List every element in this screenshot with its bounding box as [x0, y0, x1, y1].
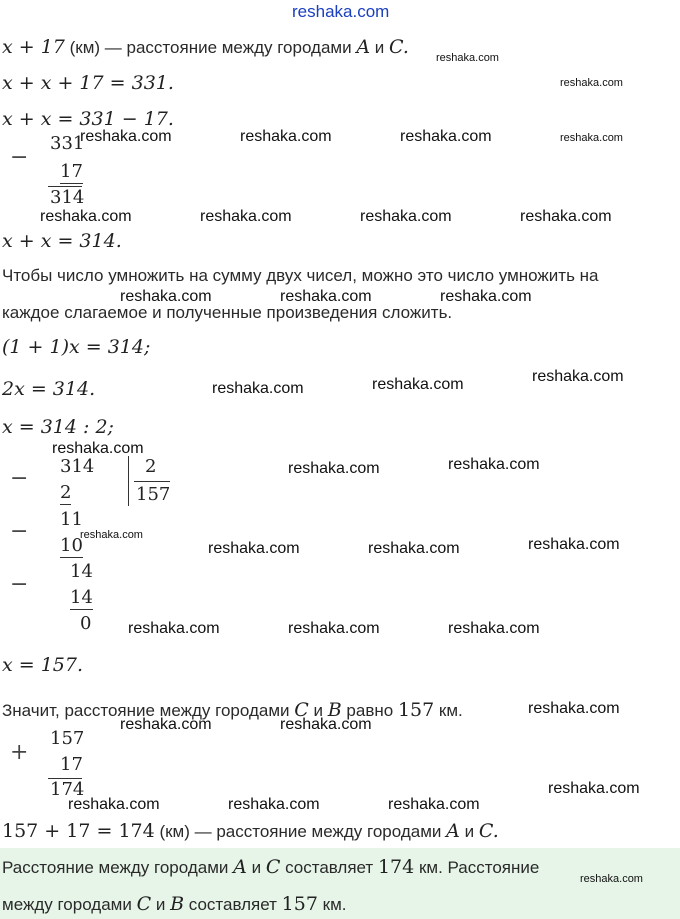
conclusion-cb	[2, 699, 463, 721]
div-step-2: 10	[60, 535, 83, 556]
watermark: reshaka.com	[240, 128, 332, 145]
watermark: reshaka.com	[532, 368, 624, 385]
var-a: A	[356, 36, 371, 58]
watermark: reshaka.com	[436, 52, 499, 64]
site-brand[interactable]: reshaka.com	[292, 2, 390, 21]
watermark: reshaka.com	[400, 128, 492, 145]
watermark: reshaka.com	[560, 77, 623, 89]
watermark: reshaka.com	[288, 620, 380, 637]
value: 157	[397, 699, 435, 721]
watermark: reshaka.com	[372, 376, 464, 393]
var-c: C	[136, 893, 152, 915]
unit: км.	[434, 701, 463, 720]
expr: 157 + 17 = 174	[2, 820, 155, 842]
equation-2: x + x = 331 − 17.	[2, 108, 174, 130]
difference: 314	[50, 187, 85, 208]
watermark: reshaka.com	[280, 288, 372, 305]
text: (км) — расстояние между городами	[64, 38, 357, 57]
value: 157	[281, 893, 318, 915]
var-b: B	[327, 699, 342, 721]
var-c: C	[294, 699, 309, 721]
quotient: 157	[136, 484, 171, 505]
conj: и	[370, 38, 390, 57]
var-c: C.	[389, 36, 409, 58]
minus-sign: −	[10, 145, 29, 170]
watermark: reshaka.com	[200, 208, 292, 225]
var-a: A	[446, 820, 460, 842]
watermark: reshaka.com	[448, 620, 540, 637]
subtrahend: 17	[60, 161, 83, 182]
equation-1: x + x + 17 = 331.	[2, 72, 174, 94]
text: (км) — расстояние между городами	[154, 822, 447, 841]
var-b: B	[170, 893, 185, 915]
answer-line-2	[2, 893, 346, 915]
watermark: reshaka.com	[212, 380, 304, 397]
line-distance-ac-def	[2, 36, 409, 58]
div-step-1: 2	[60, 482, 72, 503]
addend-2: 17	[60, 754, 83, 775]
rule-text-line-1: Чтобы число умножить на сумму двух чисел, можно это число умножить на	[2, 266, 599, 285]
watermark: reshaka.com	[360, 208, 452, 225]
watermark: reshaka.com	[288, 460, 380, 477]
text: между городами	[2, 895, 137, 914]
equation-6: x = 314 : 2;	[2, 416, 114, 438]
watermark: reshaka.com	[52, 440, 144, 457]
equation-7: x = 157.	[2, 654, 84, 676]
watermark: reshaka.com	[528, 700, 620, 717]
sum: 174	[50, 779, 85, 800]
equation-3: x + x = 314.	[2, 230, 122, 252]
text: Расстояние между городами	[2, 858, 234, 877]
watermark: reshaka.com	[208, 540, 300, 557]
watermark: reshaka.com	[120, 288, 212, 305]
watermark: reshaka.com	[280, 716, 372, 733]
conj: и	[459, 822, 479, 841]
answer-line-1	[2, 856, 539, 878]
div-rem-3: 0	[80, 613, 92, 634]
rule-text-line-2: каждое слагаемое и полученные произведения сложить.	[2, 303, 453, 322]
text: составляет	[184, 895, 282, 914]
equation-5: 2x = 314.	[2, 378, 96, 400]
text: равно	[341, 701, 398, 720]
watermark: reshaka.com	[80, 128, 172, 145]
watermark: reshaka.com	[80, 529, 143, 541]
watermark: reshaka.com	[440, 288, 532, 305]
dividend: 314	[60, 456, 95, 477]
div-rem-2: 14	[70, 561, 93, 582]
div-rem-1: 11	[60, 509, 83, 530]
conj: и	[308, 701, 328, 720]
expr: x + 17	[2, 36, 65, 58]
divisor: 2	[145, 456, 157, 477]
div-minus-1: −	[10, 466, 29, 491]
value: 174	[377, 856, 415, 878]
addend-1: 157	[50, 728, 85, 749]
watermark: reshaka.com	[228, 796, 320, 813]
watermark: reshaka.com	[128, 620, 220, 637]
var-c: C	[265, 856, 281, 878]
final-equation	[2, 820, 499, 842]
watermark: reshaka.com	[528, 536, 620, 553]
sub-line	[48, 186, 82, 187]
conj: и	[151, 895, 171, 914]
plus-sign: +	[10, 740, 29, 765]
div-step-3: 14	[70, 587, 93, 608]
divisor-line	[134, 481, 170, 482]
var-a: A	[233, 856, 247, 878]
equation-4: (1 + 1)x = 314;	[2, 336, 151, 358]
watermark: reshaka.com	[368, 540, 460, 557]
div-minus-2: −	[10, 519, 29, 544]
watermark: reshaka.com	[388, 796, 480, 813]
watermark: reshaka.com	[580, 873, 643, 885]
text: составляет	[280, 858, 378, 877]
conj: и	[246, 858, 266, 877]
minuend: 331	[50, 133, 85, 154]
var-c: C.	[478, 820, 499, 842]
div-minus-3: −	[10, 572, 29, 597]
watermark: reshaka.com	[40, 208, 132, 225]
watermark: reshaka.com	[520, 208, 612, 225]
text: км.	[317, 895, 347, 914]
text: км. Расстояние	[414, 858, 540, 877]
watermark: reshaka.com	[120, 716, 212, 733]
division-bar	[128, 456, 129, 506]
text: Значит, расстояние между городами	[2, 701, 295, 720]
watermark: reshaka.com	[448, 456, 540, 473]
watermark: reshaka.com	[548, 780, 640, 797]
watermark: reshaka.com	[560, 132, 623, 144]
watermark: reshaka.com	[68, 796, 160, 813]
